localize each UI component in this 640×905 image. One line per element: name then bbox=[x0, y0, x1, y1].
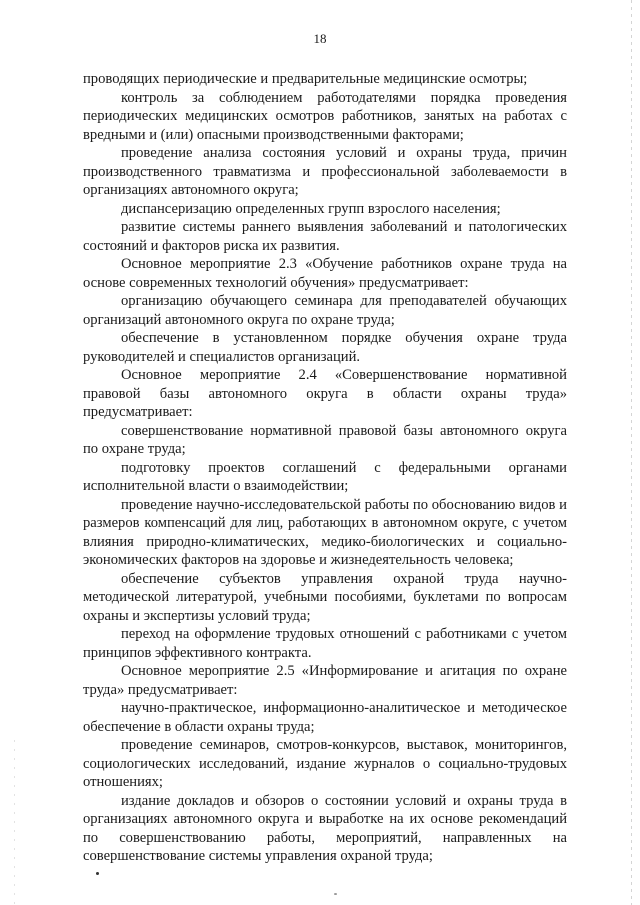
paragraph: Основное мероприятие 2.3 «Обучение работников охране труда на основе современных технологий обучения» предусматривает: bbox=[83, 256, 567, 291]
document-body bbox=[83, 70, 567, 866]
paragraph: проведение семинаров, смотров-конкурсов, выставок, мониторингов, социологических исследований, издание журналов о социально-трудовых отношениях; bbox=[83, 737, 567, 790]
paragraph: издание докладов и обзоров о состоянии условий и охраны труда в организациях автономного округа и выработке на их основе рекомендаций по совершенствованию работы, мероприятий, направленных на совершенствование системы управления охраной труда; bbox=[83, 792, 567, 864]
paragraph: организацию обучающего семинара для преподавателей обучающих организаций автономного округа по охране труда; bbox=[83, 293, 567, 328]
paragraph: диспансеризацию определенных групп взрослого населения; bbox=[121, 200, 501, 217]
scan-speck bbox=[96, 872, 99, 875]
paragraph: проведение научно-исследовательской работы по обоснованию видов и размеров компенсаций для лиц, работающих в автономном округе, с учетом влияния природно-климатических, медико-биологических и социально-экономических факторов на здоровье и жизнедеятельность человека; bbox=[83, 496, 567, 568]
paragraph: Основное мероприятие 2.4 «Совершенствование нормативной правовой базы автономного округа в области охраны труда» предусматривает: bbox=[83, 367, 567, 420]
page-number: 18 bbox=[313, 31, 327, 46]
paragraph: обеспечение субъектов управления охраной труда научно-методической литературой, учебными пособиями, буклетами по вопросам охраны и экспертизы условий труда; bbox=[83, 570, 567, 624]
paragraph: совершенствование нормативной правовой базы автономного округа по охране труда; bbox=[83, 422, 567, 457]
paragraph: переход на оформление трудовых отношений с работниками с учетом принципов эффективного контракта. bbox=[83, 626, 567, 661]
paragraph: проведение анализа состояния условий и охраны труда, причин производственного травматизма и профессиональной заболеваемости в организациях автономного округа; bbox=[83, 145, 567, 198]
scan-edge-artifact bbox=[631, 0, 632, 905]
paragraph: подготовку проектов соглашений с федеральными органами исполнительной власти о взаимодействии; bbox=[83, 459, 567, 494]
paragraph: развитие системы раннего выявления заболеваний и патологических состояний и факторов риска их развития. bbox=[83, 219, 567, 254]
paragraph: обеспечение в установленном порядке обучения охране труда руководителей и специалистов организаций. bbox=[83, 330, 567, 365]
paragraph: контроль за соблюдением работодателями порядка проведения периодических медицинских осмотров работников, занятых на работах с вредными и (или) опасными производственными факторами; bbox=[83, 89, 567, 143]
paragraph: научно-практическое, информационно-аналитическое и методическое обеспечение в области охраны труда; bbox=[83, 700, 567, 735]
scan-edge-artifact-left bbox=[14, 740, 15, 905]
paragraph: Основное мероприятие 2.5 «Информирование и агитация по охране труда» предусматривает: bbox=[83, 663, 567, 698]
paragraph: проводящих периодические и предварительные медицинские осмотры; bbox=[83, 71, 528, 87]
scan-speck bbox=[334, 893, 337, 895]
